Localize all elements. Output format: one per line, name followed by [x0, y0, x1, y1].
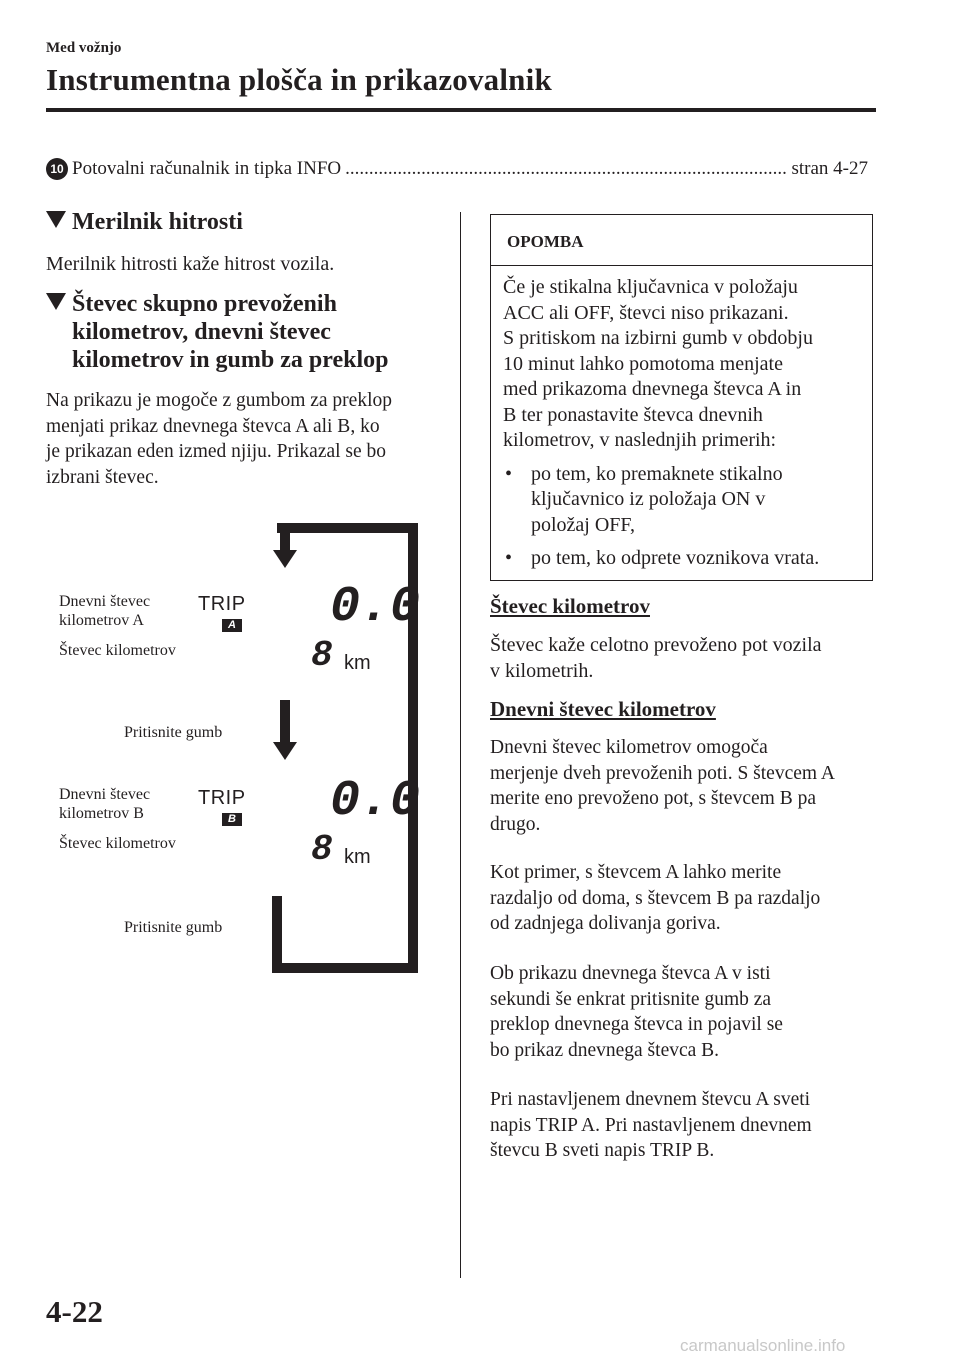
- trip-a-badge: A: [222, 619, 242, 632]
- section-label: Med vožnjo: [46, 40, 122, 56]
- unit-km-b: km: [344, 846, 371, 868]
- toc-entry: [46, 158, 868, 181]
- heading-odometer: Števec kilometrov: [490, 594, 650, 618]
- page-number: 4-22: [46, 1294, 103, 1329]
- title-rule: [46, 108, 876, 112]
- toc-page-ref: stran 4-27: [791, 158, 868, 179]
- label-press-button-2: Pritisnite gumb: [124, 919, 223, 936]
- triangle-bullet-icon: [46, 293, 66, 310]
- heading-trip-meter: Dnevni števec kilometrov: [490, 697, 716, 721]
- trip-a-reading: 0.0: [330, 579, 421, 636]
- note-bullet-1: • po tem, ko premaknete stikalno ključavnico iz položaja ON v položaj OFF,: [503, 462, 858, 539]
- paragraph-speedometer: Merilnik hitrosti kaže hitrost vozila.: [46, 253, 335, 275]
- trip-meter-diagram: [40, 518, 430, 978]
- note-heading: OPOMBA: [491, 215, 872, 266]
- arrow-down-head-middle: [273, 742, 297, 760]
- label-press-button-1: Pritisnite gumb: [124, 724, 223, 741]
- paragraph-odometer: Števec kaže celotno prevoženo pot vozila v kilometrih.: [490, 634, 822, 682]
- circled-number-icon: 10: [46, 158, 68, 180]
- label-trip-b: Dnevni števec kilometrov B: [59, 786, 151, 822]
- note-body: Če je stikalna ključavnica v položaju ACC ali OFF, števci niso prikazani. S pritiskom na izbirni gumb v obdobju 10 minut lahko pomotoma menjate med prikazoma dnevnega števca A in B ter ponastavite števca dnevnih kilometrov, v naslednjih primerih: • po tem, ko premaknete stikalno ključavnico iz položaja ON v položaj OFF, • po tem, ko odprete voznikova vrata.: [491, 266, 872, 572]
- page-title: Instrumentna plošča in prikazovalnik: [46, 62, 552, 97]
- triangle-bullet-icon: [46, 211, 66, 228]
- odometer-b-reading: 8: [311, 829, 333, 870]
- unit-km-a: km: [344, 652, 371, 674]
- trip-b-badge: B: [222, 813, 242, 826]
- odometer-a-reading: 8: [311, 635, 333, 676]
- paragraph-trip-3: Ob prikazu dnevnega števca A v isti sekundi še enkrat pritisnite gumb za preklop dnevnega števca in pojavil se bo prikaz dnevnega števca B.: [490, 963, 783, 1061]
- label-odometer-b: Števec kilometrov: [59, 835, 176, 852]
- heading-speedometer: Merilnik hitrosti: [46, 208, 243, 236]
- toc-text: Potovalni računalnik in tipka INFO: [72, 158, 342, 179]
- toc-leader-dots: [345, 158, 787, 180]
- paragraph-odometer-trip: Na prikazu je mogoče z gumbom za preklop menjati prikaz dnevnega števca A ali B, ko je prikazan eden izmed njiju. Prikazal se bo izbrani števec.: [46, 390, 393, 488]
- watermark: carmanualsonline.info: [680, 1336, 846, 1355]
- label-trip-a: Dnevni števec kilometrov A: [59, 593, 151, 629]
- paragraph-trip-2: Kot primer, s števcem A lahko merite razdaljo od doma, s števcem B pa razdaljo od zadnjega dolivanja goriva.: [490, 862, 821, 934]
- note-box: [490, 214, 873, 581]
- arrow-down-head-top: [273, 550, 297, 568]
- paragraph-trip-1: Dnevni števec kilometrov omogoča merjenje dveh prevoženih poti. S števcem A merite eno prevoženo pot, s števcem B pa drugo.: [490, 737, 835, 835]
- note-bullet-2: • po tem, ko odprete voznikova vrata.: [503, 546, 858, 572]
- trip-b-indicator: TRIP B: [198, 787, 246, 825]
- trip-b-reading: 0.0: [330, 773, 421, 830]
- trip-a-indicator: TRIP A: [198, 593, 246, 631]
- bullet-dot-icon: •: [505, 462, 513, 485]
- heading-odometer-trip: Števec skupno prevoženih kilometrov, dnevni števec kilometrov in gumb za preklop: [46, 290, 446, 374]
- label-odometer-a: Števec kilometrov: [59, 642, 176, 659]
- bullet-dot-icon: •: [505, 547, 513, 569]
- paragraph-trip-4: Pri nastavljenem dnevnem števcu A sveti napis TRIP A. Pri nastavljenem dnevnem števcu B sveti napis TRIP B.: [490, 1089, 812, 1161]
- column-divider: [460, 212, 461, 1278]
